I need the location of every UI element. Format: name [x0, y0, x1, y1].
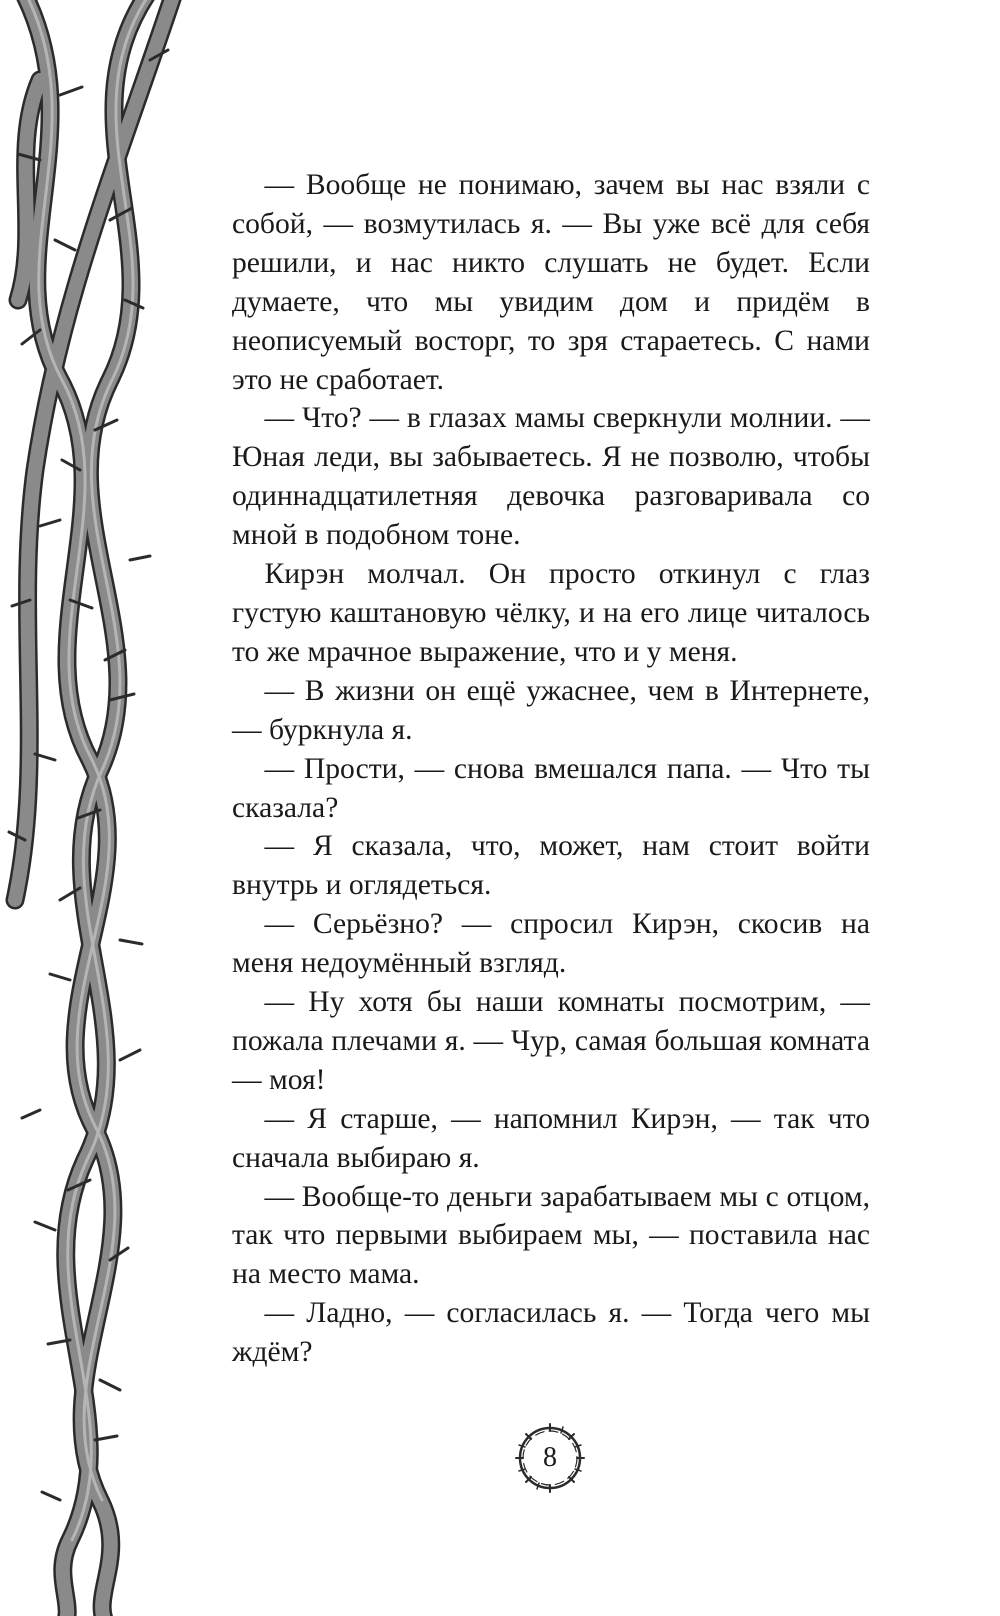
paragraph: — Что? — в глазах мамы сверкнули молнии. — Юная леди, вы забываетесь. Я не позволю, чтобы одиннадцатилетняя девочка разговаривала со мной в подобном тоне. [232, 402, 870, 552]
paragraph: — Я сказала, что, может, нам стоит войти внутрь и оглядеться. [232, 830, 870, 902]
paragraph: — Я старше, — напомнил Кирэн, — так что сначала выбираю я. [232, 1102, 870, 1174]
paragraph: — Прости, — снова вмешался папа. — Что ты сказала? [232, 752, 870, 824]
paragraph: — Ладно, — согласилась я. — Тогда чего мы ждём? [232, 1297, 870, 1369]
page-body-text [232, 166, 870, 1372]
page-number: 8 [543, 1442, 557, 1473]
page-number-badge [510, 1418, 590, 1498]
paragraph: — Ну хотя бы наши комнаты посмотрим, — пожала плечами я. — Чур, самая большая комната — моя! [232, 986, 870, 1096]
paragraph: — В жизни он ещё ужаснее, чем в Интернете, — буркнула я. [232, 674, 870, 746]
paragraph: — Вообще не понимаю, зачем вы нас взяли с собой, — возмутилась я. — Вы уже всё для себя решили, и нас никто слушать не будет. Если думаете, что мы увидим дом и придём в неописуемый восторг, то зря стараетесь. С нами это не сработает. [232, 169, 870, 396]
paragraph: — Серьёзно? — спросил Кирэн, скосив на меня недоумённый взгляд. [232, 908, 870, 980]
paragraph: Кирэн молчал. Он просто откинул с глаз густую каштановую чёлку, и на его лице читалось то же мрачное выражение, что и у меня. [232, 558, 870, 668]
paragraph: — Вообще-то деньги зарабатываем мы с отцом, так что первыми выбираем мы, — поставила нас на место мама. [232, 1180, 870, 1291]
thorny-vine-ornament [0, 0, 210, 1616]
